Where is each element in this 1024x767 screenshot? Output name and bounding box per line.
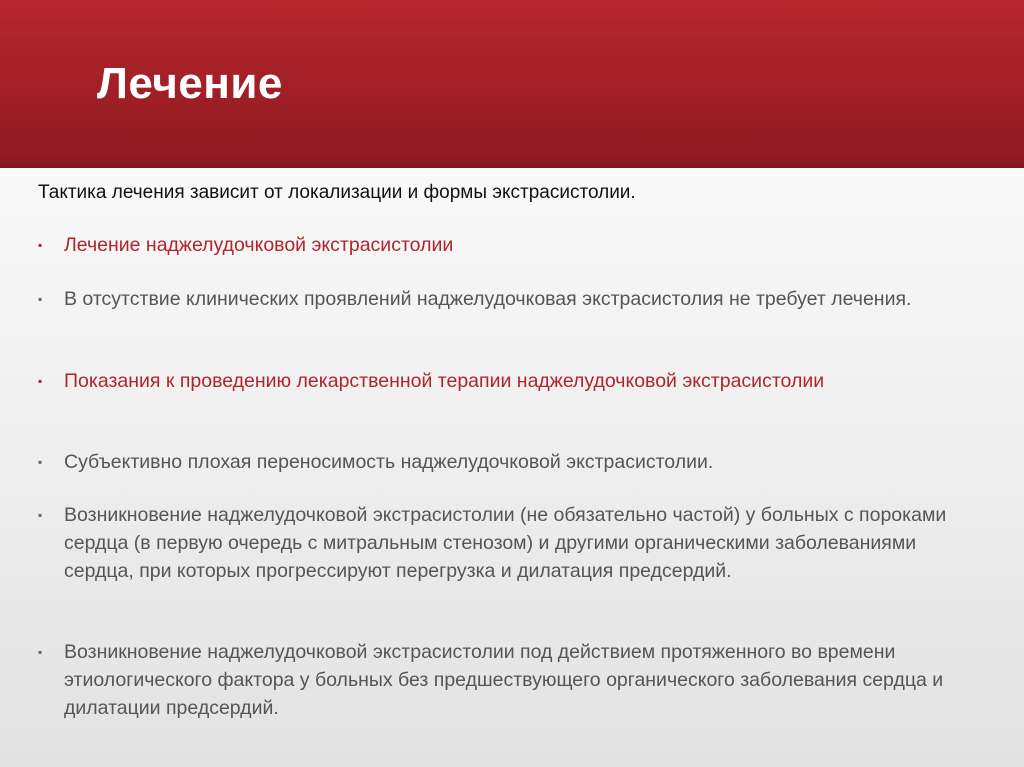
bullet-item: [36, 501, 976, 585]
bullet-item: [36, 448, 976, 476]
title-bar-shadow: [0, 160, 1024, 168]
bullet-marker-icon: ▪: [38, 645, 43, 659]
bullet-text: Лечение наджелудочковой экстрасистолии: [64, 234, 454, 256]
bullet-marker-icon: ▪: [38, 508, 43, 522]
bullet-text: Субъективно плохая переносимость наджелудочковой экстрасистолии.: [64, 451, 714, 473]
bullet-text: Возникновение наджелудочковой экстрасистолии под действием протяженного во времени этиологического фактора у больных без предшествующего органического заболевания сердца и дилатации предсердий.: [64, 641, 944, 719]
bullet-text: Показания к проведению лекарственной терапии наджелудочковой экстрасистолии: [64, 370, 825, 392]
bullet-item: [36, 638, 976, 722]
bullet-marker-icon: ▪: [38, 374, 43, 388]
intro-text: Тактика лечения зависит от локализации и формы экстрасистолии.: [38, 182, 636, 203]
bullet-marker-icon: ▪: [38, 238, 43, 252]
bullet-marker-icon: ▪: [38, 455, 43, 469]
bullet-item: [36, 231, 976, 259]
bullet-item: [36, 367, 976, 395]
bullet-text: В отсутствие клинических проявлений наджелудочковая экстрасистолия не требует лечения.: [64, 288, 912, 310]
bullet-text: Возникновение наджелудочковой экстрасистолии (не обязательно частой) у больных с пороками сердца (в первую очередь с митральным стенозом) и другими органическими заболеваниями сердца, при которых прогрессируют перегрузка и дилатация предсердий.: [64, 504, 947, 582]
bullet-marker-icon: ▪: [38, 292, 43, 306]
bullet-item: [36, 285, 976, 313]
slide-title: Лечение: [97, 59, 283, 108]
title-bar: [0, 0, 1024, 168]
